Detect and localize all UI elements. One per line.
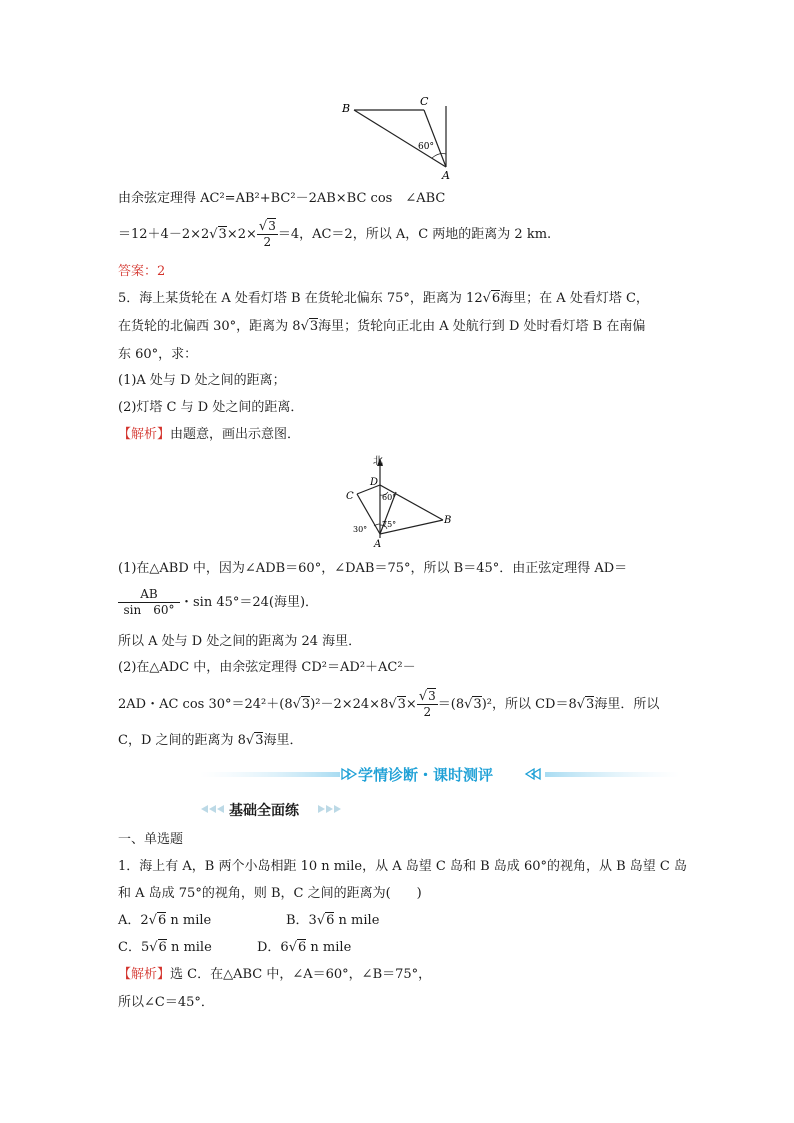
banner-title: 学情诊断・课时测评: [358, 766, 494, 784]
left-chevrons-icon: [198, 803, 228, 815]
answer-text: 答案：2: [118, 264, 166, 279]
question-type: 一、单选题: [118, 832, 184, 847]
analysis-tag: 【解析】: [118, 967, 171, 982]
part2-line2: 2AD・AC cos 30°＝24²＋(8√3)²－2×24×8√3× $\frac{√3}{2}$ ＝(8√3)²，所以 CD＝8√3海里．所以: [118, 689, 660, 719]
analysis-tag: 【解析】: [118, 427, 171, 442]
option-d: D．6√6 n mile: [257, 940, 352, 955]
section-banner: [200, 763, 680, 785]
triangle-figure: [330, 92, 460, 182]
problem5-q2: (2)灯塔 C 与 D 处之间的距离．: [118, 400, 304, 415]
vertex-a-label: A: [442, 169, 450, 182]
option-b: B．3√6 n mile: [286, 913, 380, 928]
analysis-text: 选 C．在△ABC 中，∠A＝60°，∠B＝75°，: [170, 967, 432, 982]
part1-line2: $\frac{AB}{\sin 60^\circ}$ ・sin 45°＝24(海里)．: [118, 586, 318, 620]
angle-75-label: 75°: [382, 520, 397, 529]
vertex-a-label: A: [374, 539, 382, 550]
vertex-d-label: D: [370, 477, 379, 488]
computation-line: ＝12＋4－2×2√3×2× $\frac{√3}{2}$ ＝4，AC＝2，所以 A，C 两地的距离为 2 km.: [118, 219, 552, 249]
option-a: A．2√6 n mile: [118, 913, 212, 928]
part1-line1: (1)在△ABD 中，因为∠ADB＝60°，∠DAB＝75°，所以 B＝45°．由正弦定理得 AD＝: [118, 561, 628, 576]
section-subtitle: 基础全面练: [229, 803, 299, 819]
question1-line2: 和 A 岛成 75°的视角，则 B，C 之间的距离为( ): [118, 886, 422, 901]
option-c: C．5√6 n mile: [118, 940, 212, 955]
vertex-c-label: C: [420, 95, 429, 108]
problem5-q1: (1)A 处与 D 处之间的距离；: [118, 373, 286, 388]
question1-last-line: 所以∠C＝45°．: [118, 995, 214, 1010]
fraction: $\frac{√3}{2}$: [258, 219, 276, 249]
right-chevrons-icon: [314, 803, 344, 815]
angle-30-label: 30°: [353, 525, 368, 534]
vertex-b-label: B: [444, 515, 452, 526]
part1-line3: 所以 A 处与 D 处之间的距离为 24 海里．: [118, 634, 362, 649]
vertex-b-label: B: [342, 102, 351, 115]
angle-60-label: 60°: [382, 493, 397, 502]
problem5-line1: 5．海上某货轮在 A 处看灯塔 B 在货轮北偏东 75°，距离为 12√6海里；在 A 处看灯塔 C，: [118, 291, 649, 306]
radicand: 3: [218, 227, 227, 242]
part2-line1: (2)在△ADC 中，由余弦定理得 CD²＝AD²＋AC²－: [118, 660, 416, 675]
analysis-text: 由题意，画出示意图．: [170, 427, 301, 442]
question1-line1: 1．海上有 A，B 两个小岛相距 10 n mile，从 A 岛望 C 岛和 B 岛成 60°的视角，从 B 岛望 C 岛: [118, 859, 688, 874]
fraction: $\frac{√3}{2}$: [418, 689, 436, 719]
fraction: $\frac{AB}{\sin 60^\circ}$: [118, 587, 180, 618]
computation-text: ＝4，AC＝2，所以 A，C 两地的距离为 2 km.: [277, 227, 552, 242]
part2-line3: C，D 之间的距离为 8√3海里．: [118, 733, 303, 748]
problem5-analysis: [118, 426, 300, 444]
computation-text: ＝12＋4－2×2: [118, 227, 210, 242]
vertex-c-label: C: [346, 491, 354, 502]
computation-text: ×2×: [226, 227, 257, 242]
problem5-line2: 在货轮的北偏西 30°，距离为 8√3海里；货轮向正北由 A 处航行到 D 处时看灯塔 B 在南偏: [118, 319, 646, 334]
cosine-law-line: 由余弦定理得 AC²=AB²+BC²－2AB×BC cos ∠ABC: [118, 191, 446, 206]
angle-label: 60°: [418, 142, 434, 152]
question1-analysis: [118, 966, 431, 984]
problem5-line3: 东 60°，求：: [118, 347, 198, 362]
navigation-figure: [340, 452, 460, 552]
north-label: 北: [373, 456, 383, 467]
